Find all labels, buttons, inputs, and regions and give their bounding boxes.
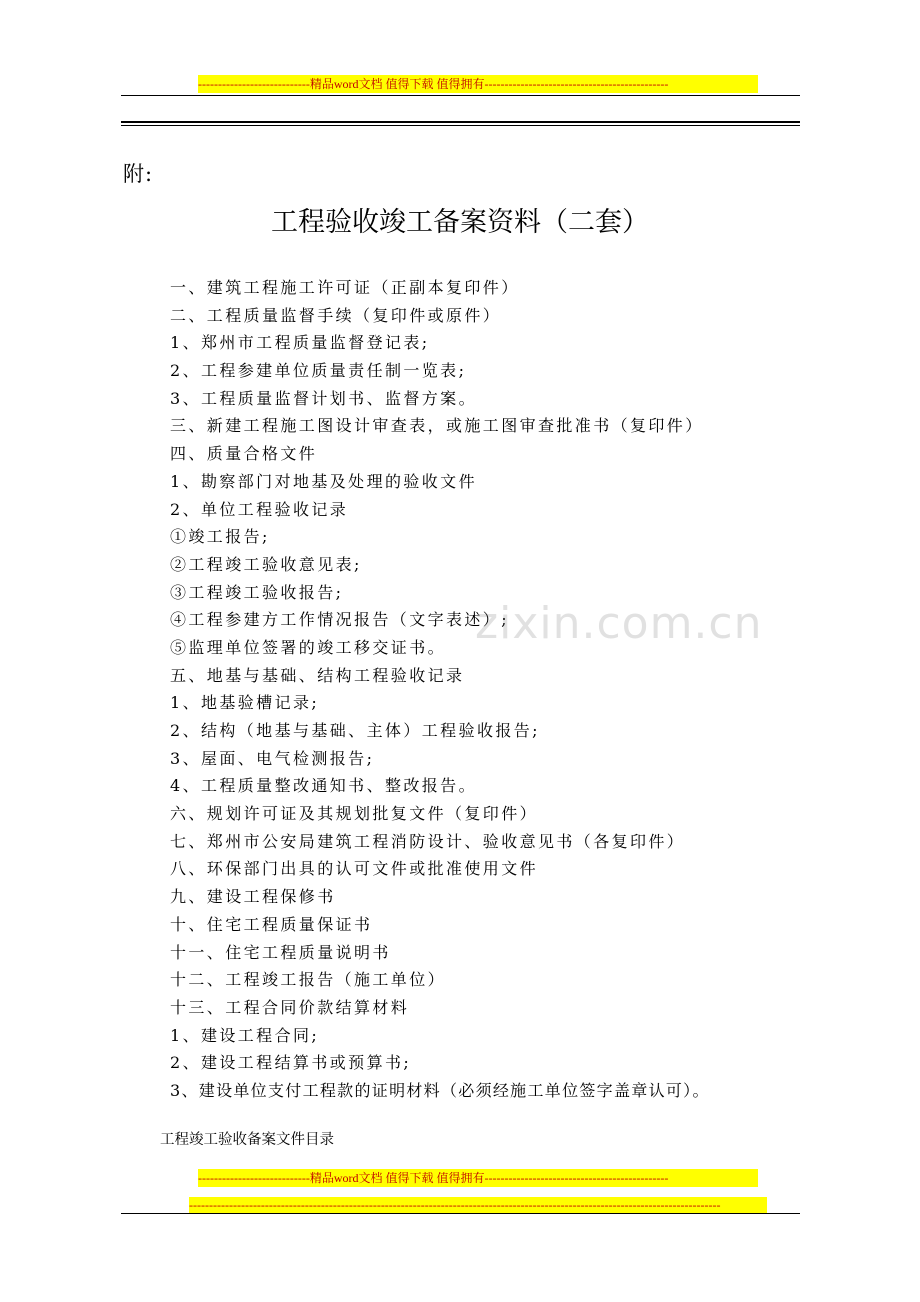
watermark: zixin.com.cn [475,598,763,649]
header-banner: ----------------------------精品word文档 值得下载 值得拥有---------------------------------------------- [198,75,758,93]
header-double-rule-bottom [121,125,800,126]
list-item: 1、建设工程合同; [170,1025,320,1045]
list-item: 六、规划许可证及其规划批复文件（复印件） [170,804,539,824]
header-rule [121,95,800,96]
list-item: 2、工程参建单位质量责任制一览表; [170,361,467,381]
list-item: 3、建设单位支付工程款的证明材料（必须经施工单位签字盖章认可）。 [170,1080,710,1100]
list-item: 十三、工程合同价款结算材料 [170,997,410,1017]
list-item: ②工程竣工验收意见表; [170,554,362,574]
list-item: ①竣工报告; [170,527,270,547]
list-item: 2、结构（地基与基础、主体）工程验收报告; [170,721,540,740]
footer-banner: ----------------------------精品word文档 值得下载 值得拥有---------------------------------------------- [198,1169,758,1187]
list-item: ⑤监理单位签署的竣工移交证书。 [170,637,447,657]
list-item: 3、工程质量监督计划书、监督方案。 [170,388,477,408]
list-item: 1、郑州市工程质量监督登记表; [170,333,430,353]
list-item: 十二、工程竣工报告（施工单位） [170,970,447,990]
list-item: ④工程参建方工作情况报告（文字表述）; [170,610,509,630]
footer-rule [121,1213,800,1214]
list-item: 3、屋面、电气检测报告; [170,748,375,768]
list-item: 一、建筑工程施工许可证（正副本复印件） [170,278,520,297]
list-item: 1、勘察部门对地基及处理的验收文件 [170,471,477,491]
footer-dashes: ------------------------------------------------------------------------------------------------------------------------------------- [189,1197,767,1213]
list-item: 2、建设工程结算书或预算书; [170,1053,412,1073]
list-item: 九、建设工程保修书 [170,887,336,907]
list-item: ③工程竣工验收报告; [170,582,344,602]
footer-text: 工程竣工验收备案文件目录 [160,1132,334,1148]
header-double-rule-top [121,121,800,123]
list-item: 二、工程质量监督手续（复印件或原件） [170,305,502,325]
list-item: 4、工程质量整改通知书、整改报告。 [170,776,477,796]
attachment-label: 附: [123,162,154,186]
list-item: 1、地基验槽记录; [170,693,320,713]
page-title: 工程验收竣工备案资料（二套） [271,207,649,238]
list-item: 八、环保部门出具的认可文件或批准使用文件 [170,859,539,879]
list-item: 十、住宅工程质量保证书 [170,914,373,934]
list-item: 七、郑州市公安局建筑工程消防设计、验收意见书（各复印件） [170,831,686,851]
list-item: 五、地基与基础、结构工程验收记录 [170,665,465,685]
list-item: 十一、住宅工程质量说明书 [170,942,391,962]
list-item: 四、质量合格文件 [170,444,318,464]
list-item: 2、单位工程验收记录 [170,499,349,519]
list-item: 三、新建工程施工图设计审查表，或施工图审查批准书（复印件） [170,416,704,436]
document-list [170,274,710,1105]
